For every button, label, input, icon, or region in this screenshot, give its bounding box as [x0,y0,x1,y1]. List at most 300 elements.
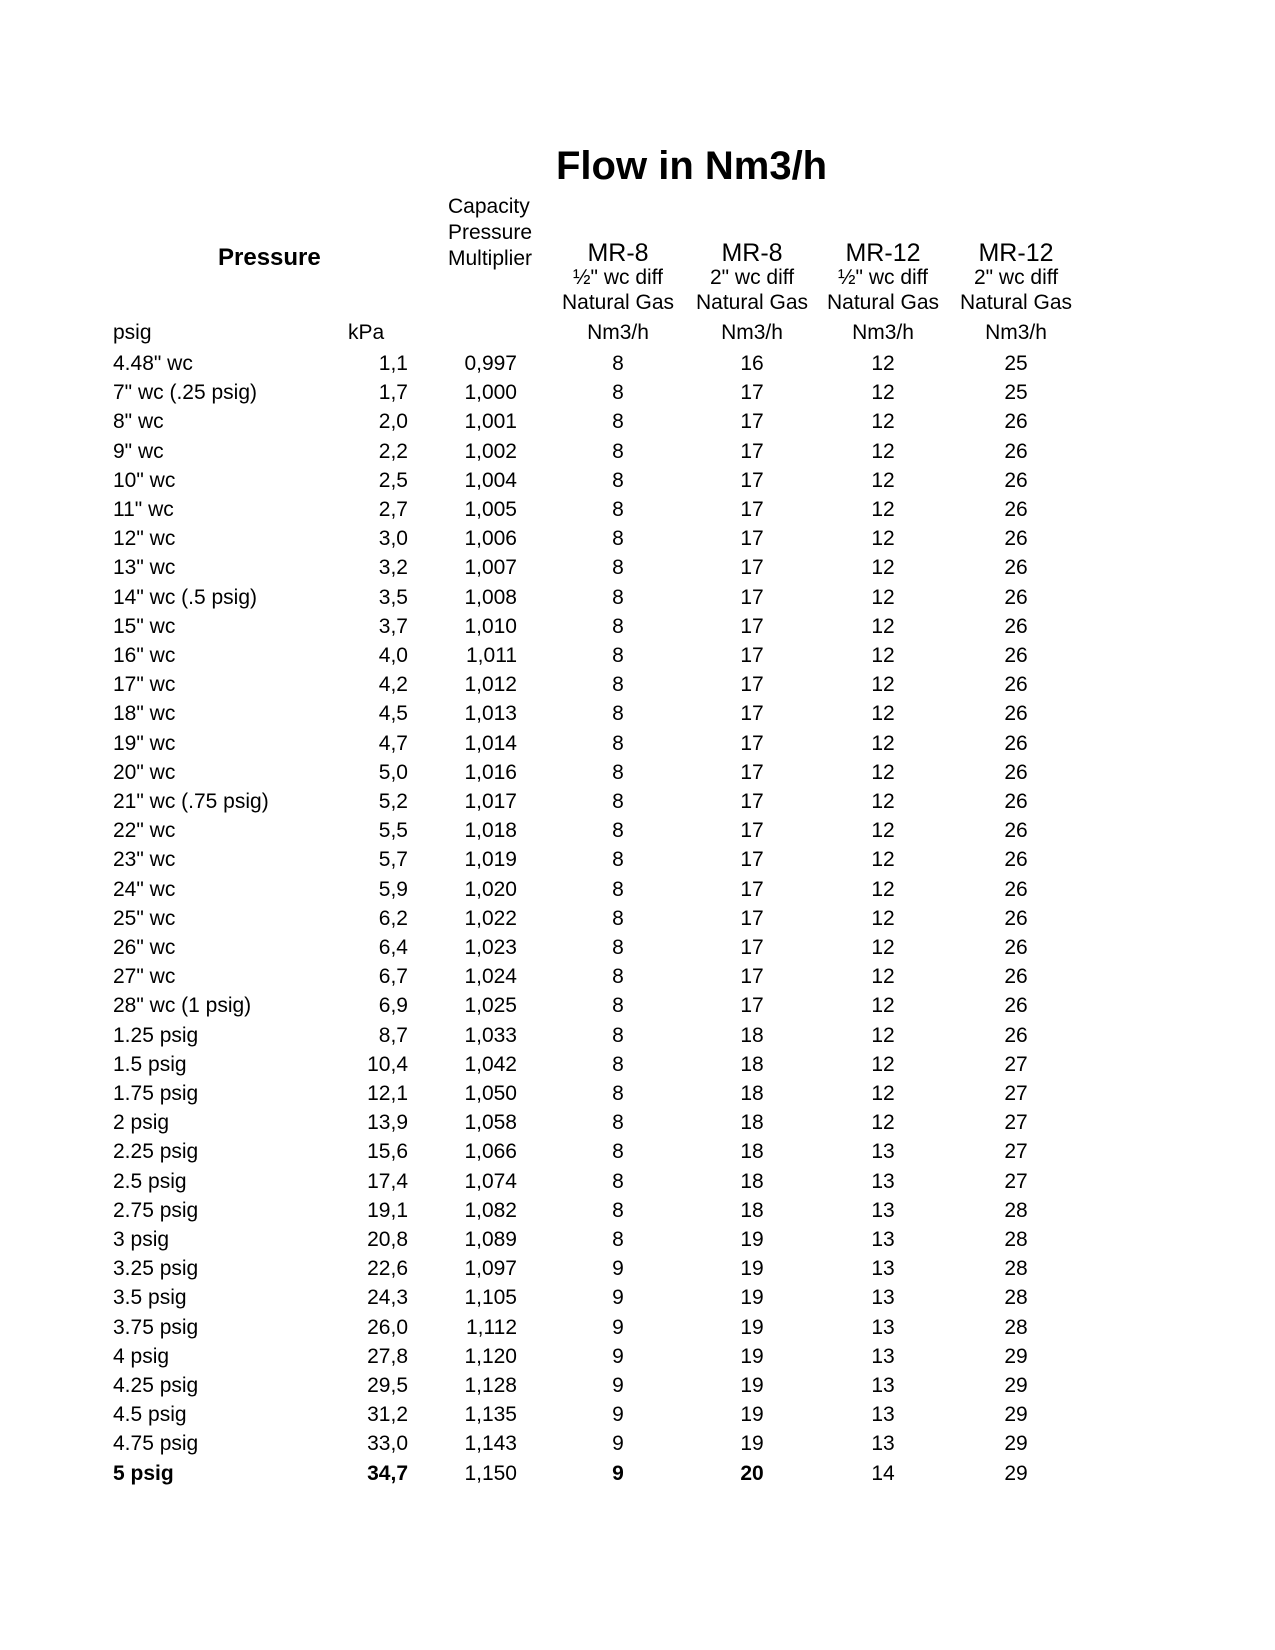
cell-mr8-half-flow: 8 [612,410,624,434]
cell-pressure-psig: 7" wc (.25 psig) [113,381,258,405]
cell-mr8-2in-flow: 17 [740,644,764,667]
cell-mr12-half-flow: 12 [871,790,895,813]
cell-pressure-kpa: 15,6 [367,1140,408,1164]
cell-pressure-kpa: 5,7 [378,848,408,872]
cell-mr12-half-flow: 12 [871,877,895,901]
cell-mr8-half-flow: 8 [612,1198,624,1222]
table-row [0,787,1275,816]
cell-pressure-kpa: 1,1 [378,352,408,375]
cell-mr8-2in-flow: 17 [740,468,764,492]
cell-mr12-2in-flow: 27 [1004,1111,1028,1135]
cell-pressure-kpa: 22,6 [367,1257,408,1281]
cell-mr12-half-flow: 12 [871,965,895,989]
cell-mr8-2in-flow: 19 [740,1228,764,1251]
cell-mr12-half-flow: 12 [871,760,895,784]
cell-mr8-2in-flow: 19 [740,1286,764,1310]
cell-pressure-kpa: 6,7 [378,965,408,989]
cell-mr8-half-flow: 9 [612,1344,624,1368]
cell-mr8-half-flow: 9 [612,1315,624,1339]
cell-mr8-2in-flow: 18 [740,1082,764,1105]
cell-mr12-half-flow: 13 [871,1432,895,1456]
cell-capacity-multiplier: 1,143 [464,1432,517,1456]
cell-mr12-half-flow: 12 [871,1052,895,1076]
column-header-mr12-half-unit: Nm3/h [852,321,914,344]
cell-mr8-half-flow: 8 [612,498,624,521]
table-row [0,1167,1275,1196]
cell-pressure-psig: 20" wc [113,760,176,784]
cell-capacity-multiplier: 1,023 [464,936,517,959]
cell-mr12-2in-flow: 26 [1004,877,1028,901]
table-row [0,758,1275,787]
cell-mr12-half-flow: 12 [871,381,895,405]
cell-pressure-psig: 2.5 psig [113,1169,187,1193]
cell-capacity-multiplier: 1,089 [464,1228,517,1251]
table-row [0,437,1275,466]
cell-mr8-2in-flow: 18 [740,1052,764,1076]
cell-mr8-half-flow: 8 [612,585,624,609]
cell-mr12-half-flow: 13 [871,1344,895,1368]
cell-mr12-half-flow: 12 [871,644,895,667]
cell-mr8-2in-flow: 19 [740,1257,764,1281]
cell-mr8-half-flow: 8 [612,556,624,580]
column-header-mr12-half-model: MR-12 [845,239,921,267]
table-row [0,583,1275,612]
cell-mr12-half-flow: 14 [871,1461,895,1485]
cell-capacity-multiplier: 1,006 [464,527,517,551]
cell-mr8-half-flow: 8 [612,614,624,638]
pressure-column-header: Pressure [218,244,321,271]
table-row [0,1400,1275,1429]
cell-mr8-2in-flow: 17 [740,848,764,872]
cell-mr8-half-flow: 8 [612,906,624,930]
cell-pressure-kpa: 2,2 [378,439,408,463]
cell-mr12-2in-flow: 27 [1004,1082,1028,1105]
cell-pressure-psig: 3.75 psig [113,1315,199,1339]
cell-pressure-psig: 23" wc [113,848,176,872]
table-row [0,612,1275,641]
table-row [0,1283,1275,1312]
page-title: Flow in Nm3/h [556,144,828,188]
cell-pressure-psig: 27" wc [113,965,176,989]
table-row [0,553,1275,582]
cell-pressure-kpa: 27,8 [367,1344,408,1368]
cell-pressure-psig: 19" wc [113,731,176,755]
cell-pressure-psig: 17" wc [113,673,176,697]
cell-pressure-kpa: 2,0 [378,410,408,434]
cell-pressure-kpa: 33,0 [367,1432,408,1456]
table-row [0,1021,1275,1050]
cell-capacity-multiplier: 1,022 [464,906,517,930]
cell-pressure-psig: 4.5 psig [113,1403,187,1427]
cell-mr12-2in-flow: 26 [1004,994,1028,1018]
cell-mr12-2in-flow: 28 [1004,1286,1028,1310]
cell-pressure-kpa: 2,5 [378,468,408,492]
cell-pressure-psig: 1.75 psig [113,1082,199,1105]
table-row [0,729,1275,758]
cell-mr8-2in-flow: 17 [740,760,764,784]
cell-capacity-multiplier: 1,105 [464,1286,517,1310]
cell-mr12-half-flow: 12 [871,819,895,843]
cell-mr8-2in-flow: 17 [740,614,764,638]
cell-pressure-psig: 1.5 psig [113,1052,187,1076]
column-header-mr8-half-unit: Nm3/h [587,321,649,344]
cell-pressure-psig: 16" wc [113,644,176,667]
cell-capacity-multiplier: 1,017 [464,790,517,813]
cell-pressure-psig: 24" wc [113,877,176,901]
cell-mr12-2in-flow: 26 [1004,819,1028,843]
cell-pressure-kpa: 6,4 [378,936,408,959]
cell-mr12-half-flow: 12 [871,439,895,463]
cell-mr12-2in-flow: 28 [1004,1198,1028,1222]
cell-pressure-psig: 11" wc [113,498,174,521]
cell-mr12-2in-flow: 28 [1004,1228,1028,1251]
cell-pressure-kpa: 3,2 [378,556,408,580]
cell-mr12-half-flow: 12 [871,352,895,375]
table-row [0,349,1275,378]
cell-pressure-psig: 3.5 psig [113,1286,187,1310]
cell-capacity-multiplier: 1,011 [466,644,517,667]
cell-mr12-2in-flow: 26 [1004,644,1028,667]
cell-pressure-kpa: 5,0 [378,760,408,784]
table-row [0,466,1275,495]
cell-capacity-multiplier: 1,074 [464,1169,517,1193]
cell-pressure-kpa: 26,0 [367,1315,408,1339]
cell-mr8-half-flow: 8 [612,848,624,872]
table-row [0,495,1275,524]
cell-pressure-psig: 10" wc [113,468,176,492]
cell-mr8-2in-flow: 19 [740,1374,764,1397]
table-row [0,816,1275,845]
cell-mr8-2in-flow: 17 [740,790,764,813]
cell-capacity-multiplier: 1,019 [464,848,517,872]
table-row [0,1371,1275,1400]
cell-mr12-half-flow: 12 [871,673,895,697]
cell-capacity-multiplier: 1,120 [464,1344,517,1368]
column-header-mr12-2in-diff: 2" wc diff [973,266,1059,289]
cell-mr8-half-flow: 9 [612,1432,624,1456]
cell-mr12-2in-flow: 26 [1004,936,1028,959]
cell-mr12-2in-flow: 26 [1004,965,1028,989]
cell-pressure-kpa: 4,7 [378,731,408,755]
psig-unit-label: psig [113,321,152,344]
table-row [0,962,1275,991]
cell-pressure-kpa: 19,1 [367,1198,408,1222]
table-row [0,1050,1275,1079]
cell-mr8-2in-flow: 17 [740,381,764,405]
cell-mr8-2in-flow: 17 [740,702,764,726]
cell-mr8-half-flow: 8 [612,439,624,463]
cell-mr12-half-flow: 12 [871,556,895,580]
cell-capacity-multiplier: 1,097 [464,1257,517,1281]
table-row [0,1225,1275,1254]
cell-mr12-half-flow: 12 [871,498,895,521]
column-header-mr8-half-model: MR-8 [587,239,649,267]
cell-mr12-2in-flow: 29 [1004,1403,1028,1427]
cell-mr12-2in-flow: 26 [1004,439,1028,463]
cell-mr12-half-flow: 12 [871,1023,895,1047]
cell-mr12-half-flow: 12 [871,1082,895,1105]
capacity-multiplier-header-line2: Pressure [448,221,533,244]
cell-mr12-2in-flow: 26 [1004,790,1028,813]
cell-mr8-half-flow: 8 [612,1082,624,1105]
column-header-mr8-2in-unit: Nm3/h [721,321,783,344]
cell-mr8-2in-flow: 18 [740,1140,764,1164]
cell-pressure-psig: 9" wc [113,439,164,463]
cell-mr8-half-flow: 9 [612,1403,624,1427]
cell-pressure-psig: 12" wc [113,527,176,551]
column-header-mr8-half-gas: Natural Gas [561,291,675,314]
cell-mr8-half-flow: 8 [612,352,624,375]
cell-mr8-half-flow: 8 [612,381,624,405]
cell-pressure-kpa: 29,5 [367,1374,408,1397]
cell-pressure-kpa: 20,8 [367,1228,408,1251]
table-row [0,1342,1275,1371]
cell-capacity-multiplier: 1,025 [464,994,517,1018]
cell-mr8-half-flow: 8 [612,731,624,755]
cell-mr8-2in-flow: 17 [740,936,764,959]
cell-pressure-psig: 2.75 psig [113,1198,199,1222]
table-row [0,1108,1275,1137]
cell-pressure-psig: 2 psig [113,1111,170,1135]
table-row [0,524,1275,553]
cell-pressure-kpa: 3,7 [378,614,408,638]
cell-mr8-half-flow: 8 [612,994,624,1018]
cell-mr12-2in-flow: 26 [1004,410,1028,434]
cell-pressure-kpa: 6,9 [378,994,408,1018]
cell-pressure-kpa: 4,2 [378,673,408,697]
cell-pressure-kpa: 6,2 [378,906,408,930]
cell-mr8-2in-flow: 19 [740,1403,764,1427]
cell-mr8-2in-flow: 17 [740,819,764,843]
cell-pressure-kpa: 10,4 [367,1052,408,1076]
cell-capacity-multiplier: 1,010 [464,614,517,638]
cell-capacity-multiplier: 1,042 [464,1052,517,1076]
cell-pressure-psig: 4 psig [113,1344,170,1368]
table-row [0,991,1275,1020]
cell-mr12-half-flow: 12 [871,731,895,755]
cell-mr8-2in-flow: 19 [740,1344,764,1368]
cell-pressure-kpa: 13,9 [367,1111,408,1135]
cell-mr8-2in-flow: 17 [740,439,764,463]
cell-mr8-half-flow: 8 [612,468,624,492]
cell-mr12-half-flow: 13 [871,1140,895,1164]
cell-mr8-half-flow: 8 [612,1111,624,1135]
cell-capacity-multiplier: 1,000 [464,381,517,405]
cell-mr12-2in-flow: 26 [1004,1023,1028,1047]
cell-capacity-multiplier: 1,050 [464,1082,517,1105]
cell-capacity-multiplier: 1,008 [464,585,517,609]
table-row [0,670,1275,699]
cell-mr12-half-flow: 12 [871,906,895,930]
cell-mr12-half-flow: 13 [871,1257,895,1281]
cell-mr8-half-flow: 9 [612,1257,624,1281]
cell-mr8-half-flow: 9 [612,1286,624,1310]
cell-mr8-half-flow: 9 [612,1461,624,1485]
cell-pressure-psig: 3 psig [113,1228,170,1251]
cell-mr12-2in-flow: 26 [1004,585,1028,609]
cell-capacity-multiplier: 1,082 [464,1198,517,1222]
table-row [0,904,1275,933]
column-header-mr8-2in-diff: 2" wc diff [709,266,795,289]
cell-mr8-2in-flow: 20 [740,1461,764,1485]
cell-capacity-multiplier: 1,024 [464,965,517,989]
cell-capacity-multiplier: 1,150 [464,1461,517,1485]
cell-mr8-half-flow: 8 [612,1140,624,1164]
cell-mr12-2in-flow: 28 [1004,1257,1028,1281]
column-header-mr12-2in-gas: Natural Gas [959,291,1073,314]
cell-mr8-2in-flow: 17 [740,498,764,521]
cell-capacity-multiplier: 0,997 [464,352,517,375]
table-row [0,1459,1275,1488]
cell-mr12-2in-flow: 26 [1004,702,1028,726]
table-row [0,1079,1275,1108]
cell-mr8-2in-flow: 17 [740,906,764,930]
column-header-mr8-2in-model: MR-8 [721,239,783,267]
cell-mr8-2in-flow: 18 [740,1169,764,1193]
cell-mr12-2in-flow: 26 [1004,468,1028,492]
cell-capacity-multiplier: 1,002 [464,439,517,463]
cell-capacity-multiplier: 1,018 [464,819,517,843]
cell-mr12-half-flow: 12 [871,468,895,492]
cell-pressure-psig: 28" wc (1 psig) [113,994,252,1018]
cell-mr8-half-flow: 8 [612,1169,624,1193]
table-row [0,378,1275,407]
cell-mr8-half-flow: 8 [612,673,624,697]
cell-mr12-2in-flow: 26 [1004,848,1028,872]
capacity-multiplier-header-line3: Multiplier [448,247,533,270]
cell-mr12-2in-flow: 29 [1004,1432,1028,1456]
column-header-mr12-half-gas: Natural Gas [826,291,940,314]
cell-pressure-psig: 4.75 psig [113,1432,199,1456]
cell-mr8-2in-flow: 17 [740,673,764,697]
cell-mr12-half-flow: 13 [871,1198,895,1222]
cell-mr12-half-flow: 13 [871,1228,895,1251]
column-header-mr12-half-diff: ½" wc diff [838,266,928,289]
cell-pressure-psig: 26" wc [113,936,176,959]
cell-mr12-2in-flow: 25 [1004,352,1028,375]
cell-mr8-2in-flow: 19 [740,1315,764,1339]
cell-pressure-kpa: 5,5 [378,819,408,843]
cell-mr12-2in-flow: 27 [1004,1052,1028,1076]
cell-mr12-2in-flow: 27 [1004,1140,1028,1164]
table-row [0,1313,1275,1342]
cell-pressure-psig: 8" wc [113,410,164,434]
cell-capacity-multiplier: 1,007 [464,556,517,580]
cell-mr12-2in-flow: 27 [1004,1169,1028,1193]
cell-mr8-2in-flow: 17 [740,877,764,901]
cell-pressure-kpa: 2,7 [378,498,408,521]
cell-mr8-half-flow: 9 [612,1374,624,1397]
cell-capacity-multiplier: 1,013 [464,702,517,726]
cell-mr8-half-flow: 8 [612,1023,624,1047]
cell-pressure-kpa: 1,7 [378,381,408,405]
cell-mr8-half-flow: 8 [612,936,624,959]
cell-mr8-half-flow: 8 [612,877,624,901]
cell-pressure-kpa: 31,2 [367,1403,408,1427]
cell-mr12-2in-flow: 25 [1004,381,1028,405]
cell-pressure-psig: 13" wc [113,556,176,580]
column-header-mr8-half-diff: ½" wc diff [573,266,663,289]
column-header-mr8-2in-gas: Natural Gas [695,291,809,314]
cell-capacity-multiplier: 1,004 [464,468,517,492]
cell-pressure-kpa: 3,5 [378,585,408,609]
cell-mr12-half-flow: 12 [871,527,895,551]
cell-mr8-half-flow: 8 [612,819,624,843]
cell-capacity-multiplier: 1,014 [464,731,517,755]
cell-mr8-2in-flow: 17 [740,410,764,434]
cell-mr12-half-flow: 13 [871,1403,895,1427]
table-row [0,933,1275,962]
cell-mr8-2in-flow: 18 [740,1023,764,1047]
cell-mr8-2in-flow: 17 [740,994,764,1018]
cell-mr12-half-flow: 12 [871,614,895,638]
cell-mr8-2in-flow: 17 [740,731,764,755]
table-row [0,1196,1275,1225]
cell-mr12-2in-flow: 29 [1004,1344,1028,1368]
cell-mr12-half-flow: 12 [871,994,895,1018]
cell-capacity-multiplier: 1,066 [464,1140,517,1164]
cell-pressure-kpa: 8,7 [378,1023,408,1047]
cell-mr8-half-flow: 8 [612,1228,624,1251]
table-row [0,1429,1275,1458]
cell-mr8-half-flow: 8 [612,702,624,726]
cell-capacity-multiplier: 1,012 [464,673,517,697]
cell-mr8-half-flow: 8 [612,527,624,551]
cell-capacity-multiplier: 1,033 [464,1023,517,1047]
table-row [0,1137,1275,1166]
cell-pressure-psig: 4.48" wc [113,352,193,375]
cell-mr12-half-flow: 12 [871,936,895,959]
cell-pressure-psig: 3.25 psig [113,1257,199,1281]
cell-capacity-multiplier: 1,112 [466,1315,517,1339]
kpa-unit-label: kPa [348,321,385,344]
cell-pressure-psig: 14" wc (.5 psig) [113,585,258,609]
cell-mr12-half-flow: 13 [871,1315,895,1339]
cell-mr12-2in-flow: 26 [1004,527,1028,551]
cell-mr8-2in-flow: 17 [740,556,764,580]
cell-mr8-2in-flow: 16 [740,352,764,375]
table-row [0,407,1275,436]
cell-pressure-kpa: 24,3 [367,1286,408,1310]
cell-pressure-kpa: 12,1 [367,1082,408,1105]
cell-pressure-psig: 25" wc [113,906,176,930]
cell-capacity-multiplier: 1,020 [464,877,517,901]
cell-capacity-multiplier: 1,001 [464,410,517,434]
table-row [0,845,1275,874]
cell-pressure-kpa: 5,9 [378,877,408,901]
cell-mr12-2in-flow: 26 [1004,906,1028,930]
cell-mr8-half-flow: 8 [612,790,624,813]
cell-mr12-2in-flow: 26 [1004,498,1028,521]
cell-pressure-psig: 1.25 psig [113,1023,199,1047]
cell-pressure-kpa: 3,0 [378,527,408,551]
cell-mr12-half-flow: 12 [871,848,895,872]
cell-pressure-psig: 15" wc [113,614,176,638]
cell-pressure-kpa: 34,7 [367,1461,408,1485]
cell-mr12-half-flow: 13 [871,1286,895,1310]
cell-pressure-psig: 4.25 psig [113,1374,199,1397]
cell-mr8-2in-flow: 17 [740,527,764,551]
cell-mr8-2in-flow: 19 [740,1432,764,1456]
cell-mr12-2in-flow: 26 [1004,556,1028,580]
cell-mr8-2in-flow: 18 [740,1198,764,1222]
cell-mr8-half-flow: 8 [612,644,624,667]
cell-pressure-kpa: 4,5 [378,702,408,726]
cell-mr12-2in-flow: 26 [1004,760,1028,784]
capacity-multiplier-header-line1: Capacity [448,195,530,218]
cell-mr8-2in-flow: 17 [740,965,764,989]
cell-mr8-half-flow: 8 [612,965,624,989]
